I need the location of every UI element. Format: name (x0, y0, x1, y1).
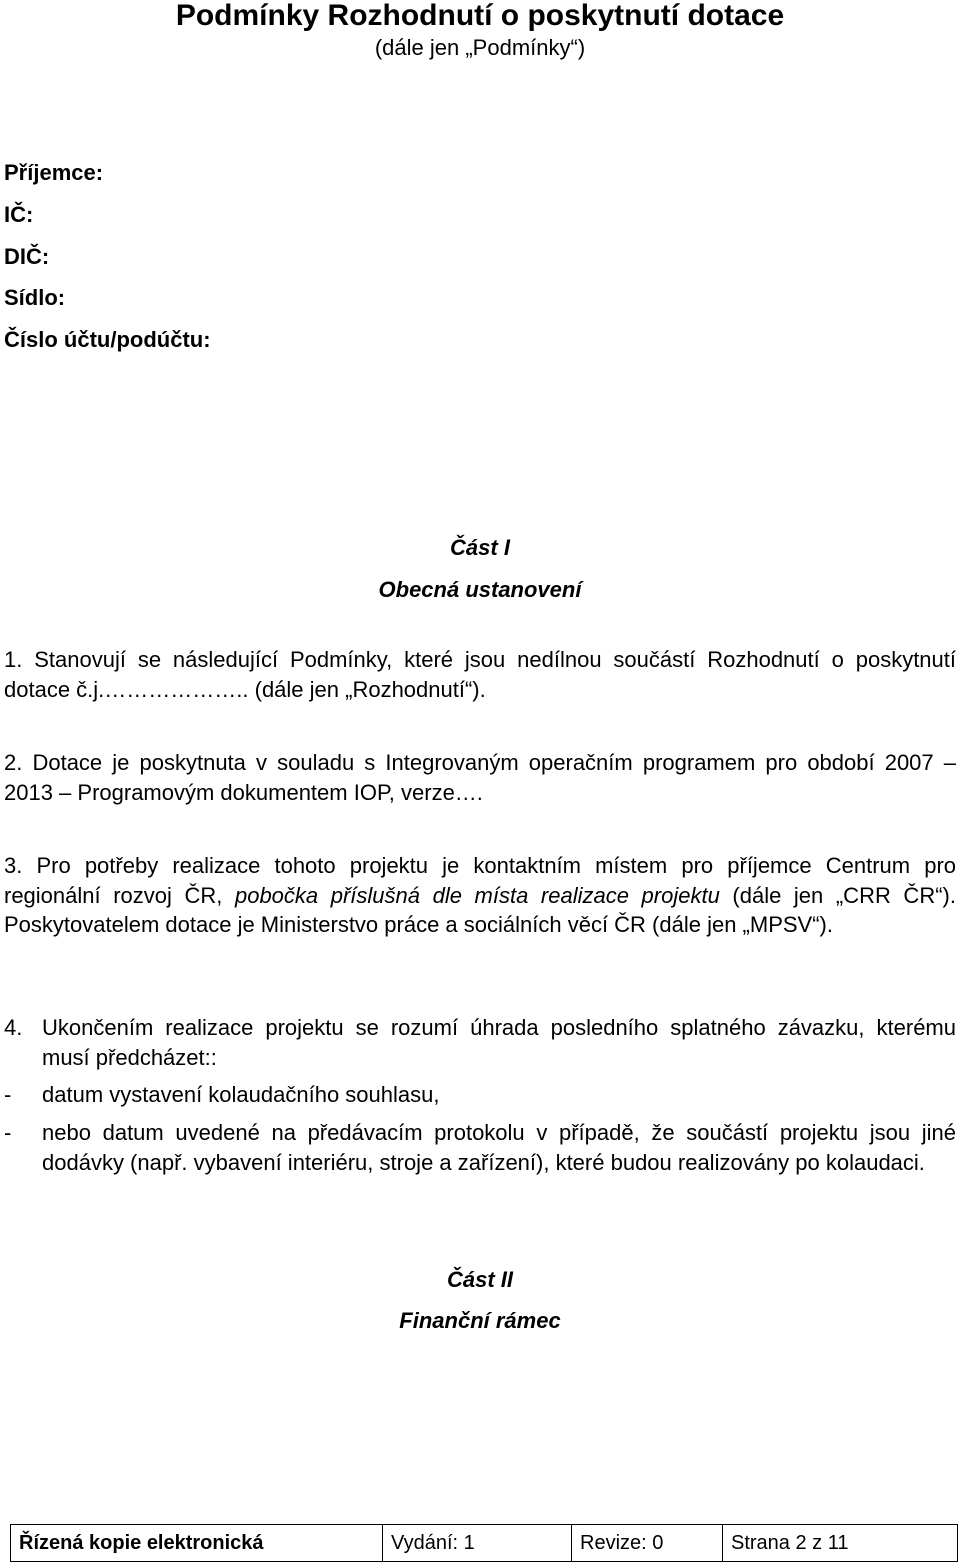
part1-heading: Část I (450, 535, 510, 560)
paragraph-3-end: (dále jen „CRR ČR“). Poskytovatelem dotace je Ministerstvo práce a sociálních věcí ČR (dále jen „MPSV“). (4, 882, 956, 937)
part2-heading: Část II (446, 1267, 514, 1292)
ico-label: IČ: (4, 202, 34, 227)
footer-row (11, 1525, 958, 1562)
footer-page-number: Strana 2 z 11 (723, 1525, 958, 1562)
part1-subheading: Obecná ustanovení (378, 577, 582, 602)
dic-label: DIČ: (4, 244, 50, 269)
footer-edition: Vydání: 1 (383, 1525, 572, 1562)
document-subtitle: (dále jen „Podmínky“) (374, 35, 586, 60)
paragraph-1: 1. Stanovují se následující Podmínky, které jsou nedílnou součástí Rozhodnutí o poskytnutí dotace č.j.……………….. (dále jen „Rozhodnutí“). (4, 647, 956, 702)
paragraph-3 (4, 851, 956, 940)
bullet-marker: - (4, 1082, 12, 1107)
seat-label: Sídlo: (4, 285, 66, 310)
footer-revision: Revize: 0 (572, 1525, 723, 1562)
paragraph-4: Ukončením realizace projektu se rozumí úhrada posledního splatného závazku, kterému musí předcházet:: (42, 1015, 956, 1070)
footer-copy-type: Řízená kopie elektronická (11, 1525, 383, 1562)
paragraph-3-italic: pobočka příslušná dle místa realizace projektu (234, 882, 720, 908)
part2-subheading: Finanční rámec (399, 1308, 561, 1333)
paragraph-3-start: 3. Pro potřeby realizace tohoto projektu je kontaktním místem pro příjemce Centrum pro regionální rozvoj ČR, (4, 853, 956, 908)
paragraph-4-number: 4. (4, 1015, 23, 1040)
footer-table (10, 1524, 958, 1562)
bullet-marker: - (4, 1120, 12, 1145)
recipient-label: Příjemce: (4, 160, 104, 185)
bullet-item: datum vystavení kolaudačního souhlasu, (42, 1082, 440, 1107)
paragraph-2: 2. Dotace je poskytnuta v souladu s Integrovaným operačním programem pro období 2007 – 2013 – Programovým dokumentem IOP, verze…. (4, 750, 956, 805)
account-label: Číslo účtu/podúčtu: (4, 327, 211, 352)
bullet-item: nebo datum uvedené na předávacím protokolu v případě, že součástí projektu jsou jiné dodávky (např. vybavení interiéru, stroje a zařízení), které budou realizovány po kolaudaci. (42, 1120, 956, 1175)
document-title: Podmínky Rozhodnutí o poskytnutí dotace (175, 0, 785, 32)
